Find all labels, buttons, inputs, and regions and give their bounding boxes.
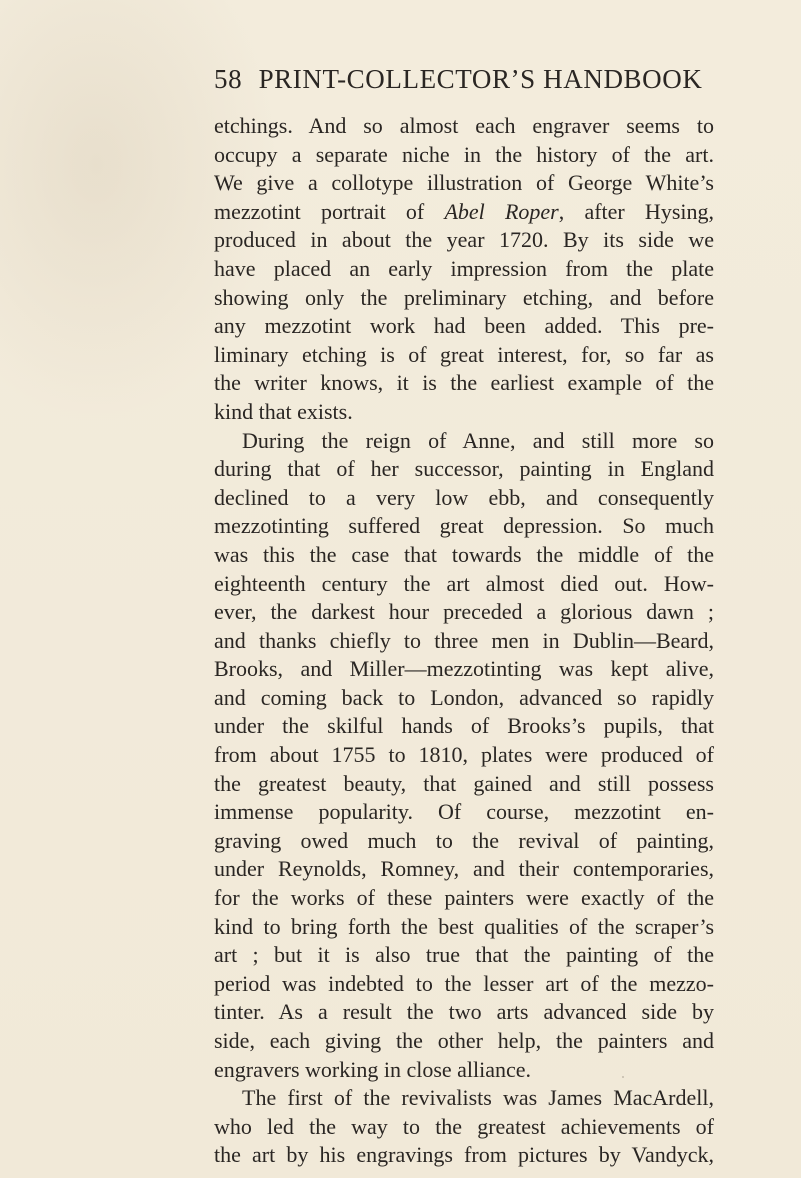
body-text [214, 112, 714, 1170]
text-line: who led the way to the greatest achievements of [214, 1113, 714, 1139]
show-through-ink-mark [104, 138, 194, 318]
text-line: graving owed much to the revival of painting, [214, 827, 714, 853]
text-line: etchings. And so almost each engraver seems to [214, 113, 714, 138]
text-line: immense popularity. Of course, mezzotint en- [214, 799, 714, 825]
text-line: produced in about the year 1720. By its side we [214, 227, 714, 253]
text-line: The first of the revivalists was James MacArdell, [242, 1085, 714, 1111]
text-line: under the skilful hands of Brooks’s pupils, that [214, 713, 714, 739]
text-run: , after Hysing, [558, 198, 714, 224]
paper-speck [622, 1076, 624, 1078]
text-line: for the works of these painters were exactly of the [214, 885, 714, 911]
text-line: the art by his engravings from pictures by Vandyck, [214, 1142, 714, 1168]
text-line: ever, the darkest hour preceded a glorious dawn ; [214, 599, 714, 625]
text-line: have placed an early impression from the plate [214, 255, 714, 281]
text-line: under Reynolds, Romney, and their contemporaries, [214, 856, 714, 882]
text-line: was this the case that towards the middle of the [214, 541, 714, 567]
italic-title: Abel Roper [444, 198, 559, 224]
text-line: We give a collotype illustration of George White’s [214, 170, 714, 196]
text-line: liminary etching is of great interest, for, so far as [214, 341, 714, 367]
text-line: mezzotinting suffered great depression. So much [214, 513, 714, 539]
text-line: any mezzotint work had been added. This pre- [214, 313, 714, 339]
text-line: eighteenth century the art almost died out. How- [214, 570, 714, 596]
text-line: declined to a very low ebb, and consequently [214, 484, 714, 510]
text-line: kind to bring forth the best qualities of the scraper’s [214, 913, 714, 939]
text-line: During the reign of Anne, and still more so [242, 427, 714, 453]
text-line: occupy a separate niche in the history of the art. [214, 141, 714, 167]
text-line: during that of her successor, painting in England [214, 456, 714, 482]
text-line: tinter. As a result the two arts advanced side by [214, 999, 714, 1025]
text-line: the writer knows, it is the earliest example of the [214, 370, 714, 396]
text-line: from about 1755 to 1810, plates were produced of [214, 742, 714, 768]
text-line: engravers working in close alliance. [214, 1056, 532, 1082]
text-line: side, each giving the other help, the painters and [214, 1028, 714, 1053]
page-number: 58 [214, 64, 243, 94]
text-line: the greatest beauty, that gained and still possess [214, 770, 714, 796]
text-run: mezzotint portrait of [214, 198, 445, 224]
text-line: and coming back to London, advanced so rapidly [214, 684, 714, 710]
text-line: art ; but it is also true that the painting of the [214, 942, 714, 968]
text-line: showing only the preliminary etching, and before [214, 284, 714, 310]
running-title: PRINT-COLLECTOR’S HANDBOOK [258, 64, 703, 94]
text-line: Brooks, and Miller—mezzotinting was kept alive, [214, 656, 714, 682]
text-line: kind that exists. [214, 398, 353, 424]
text-line [214, 198, 714, 227]
text-line: and thanks chiefly to three men in Dublin—Beard, [214, 627, 714, 653]
text-line: period was indebted to the lesser art of the mezzo- [214, 970, 714, 996]
page-header [214, 64, 714, 104]
